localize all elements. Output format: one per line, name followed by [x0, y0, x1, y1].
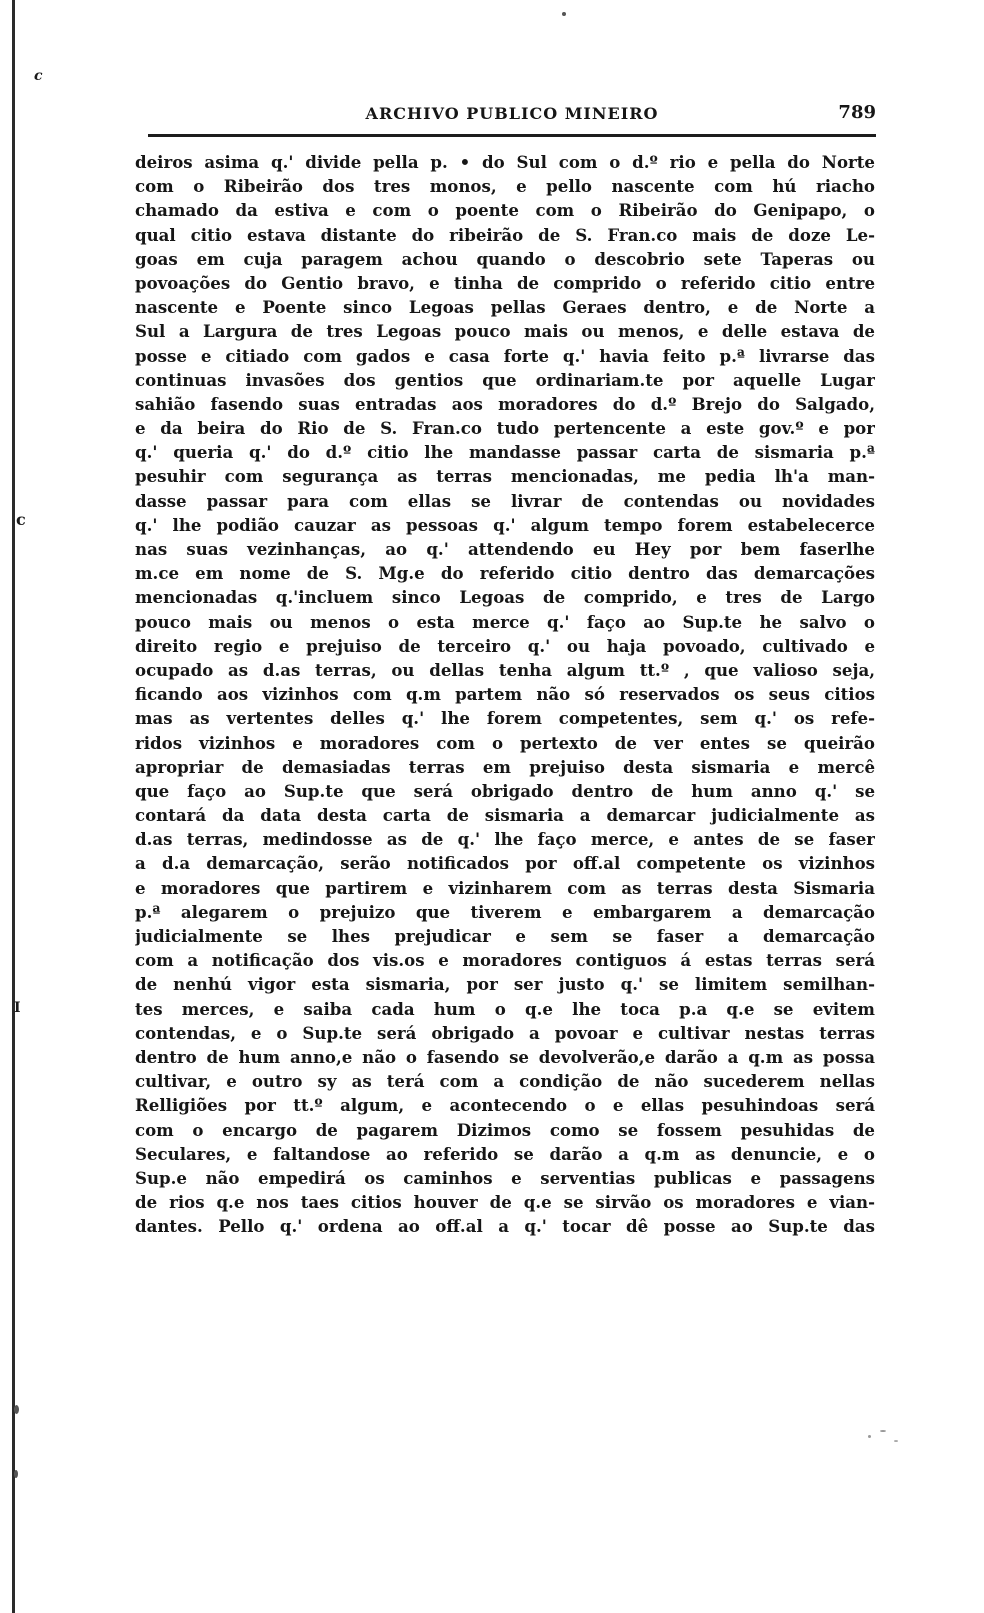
text-line: d.as terras, medindosse as de q.' lhe faço merce, e antes de se faser	[135, 829, 875, 850]
text-line: tes merces, e saiba cada hum o q.e lhe toca p.a q.e se evitem	[135, 998, 875, 1019]
text-line: continuas invasões dos gentios que ordinariam.te por aquelle Lugar	[135, 369, 875, 390]
running-header	[148, 104, 876, 134]
text-line: chamado da estiva e com o poente com o Ribeirão do Genipapo, o	[135, 200, 875, 221]
text-line: Sul a Largura de tres Legoas pouco mais ou menos, e delle estava de	[135, 321, 875, 342]
ink-speck	[14, 1470, 18, 1478]
margin-mark: c	[34, 68, 43, 84]
text-line: povoações do Gentio bravo, e tinha de comprido o referido citio entre	[135, 272, 875, 293]
text-line: q.' queria q.' do d.º citio lhe mandasse passar carta de sismaria p.ª	[135, 442, 875, 463]
text-line: contendas, e o Sup.te será obrigado a povoar e cultivar nestas terras	[135, 1022, 875, 1043]
text-line: goas em cuja paragem achou quando o descobrio sete Taperas ou	[135, 248, 875, 269]
ink-speck	[14, 1405, 19, 1414]
text-line: nascente e Poente sinco Legoas pellas Geraes dentro, e de Norte a	[135, 297, 875, 318]
text-line: com o encargo de pagarem Dizimos como se fossem pesuhidas de	[135, 1119, 875, 1140]
header-rule	[148, 134, 876, 137]
text-line: Seculares, e faltandose ao referido se darão a q.m as denuncie, e o	[135, 1143, 875, 1164]
ink-speck	[894, 1440, 898, 1442]
body-text	[135, 150, 875, 1238]
margin-mark: I	[14, 1000, 21, 1016]
text-line: direito regio e prejuiso de terceiro q.' ou haja povoado, cultivado e	[135, 635, 875, 656]
text-line: qual citio estava distante do ribeirão de S. Fran.co mais de doze Le-	[135, 224, 875, 245]
text-line: de nenhú vigor esta sismaria, por ser justo q.' se limitem semilhan-	[135, 974, 875, 995]
header-title: ARCHIVO PUBLICO MINEIRO	[365, 104, 659, 123]
text-line: com a notificação dos vis.os e moradores contiguos á estas terras será	[135, 950, 875, 971]
text-line: que faço ao Sup.te que será obrigado dentro de hum anno q.' se	[135, 780, 875, 801]
text-line: posse e citiado com gados e casa forte q.' havia feito p.ª livrarse das	[135, 345, 875, 366]
text-line: pouco mais ou menos o esta merce q.' faço ao Sup.te he salvo o	[135, 611, 875, 632]
text-line: com o Ribeirão dos tres monos, e pello nascente com hú riacho	[135, 176, 875, 197]
ink-speck	[868, 1435, 871, 1438]
text-line: judicialmente se lhes prejudicar e sem se faser a demarcação	[135, 926, 875, 946]
text-line: dantes. Pello q.' ordena ao off.al a q.' tocar dê posse ao Sup.te das	[135, 1216, 875, 1237]
text-line: cultivar, e outro sy as terá com a condição de não sucederem nellas	[135, 1071, 875, 1092]
text-line: de rios q.e nos taes citios houver de q.e se sirvão os moradores e vian-	[135, 1192, 875, 1213]
text-line: mencionadas q.'incluem sinco Legoas de comprido, e tres de Largo	[135, 587, 875, 608]
ink-speck	[880, 1430, 886, 1432]
text-line: m.ce em nome de S. Mg.e do referido citio dentro das demarcações	[135, 563, 875, 584]
text-line: a d.a demarcação, serão notificados por off.al competente os vizinhos	[135, 853, 875, 874]
text-line: Sup.e não empedirá os caminhos e serventias publicas e passagens	[135, 1167, 875, 1188]
text-line: e da beira do Rio de S. Fran.co tudo pertencente a este gov.º e por	[135, 418, 875, 439]
text-line: Relligiões por tt.º algum, e acontecendo o e ellas pesuhindoas será	[135, 1095, 875, 1116]
text-line: ridos vizinhos e moradores com o pertexto de ver entes se queirão	[135, 732, 875, 753]
text-line: e moradores que partirem e vizinharem com as terras desta Sismaria	[135, 877, 875, 898]
text-line: p.ª alegarem o prejuizo que tiverem e embargarem a demarcação	[135, 901, 875, 922]
text-line: sahião fasendo suas entradas aos moradores do d.º Brejo do Salgado,	[135, 393, 875, 414]
text-line: apropriar de demasiadas terras em prejuiso desta sismaria e mercê	[135, 756, 875, 777]
text-line: ocupado as d.as terras, ou dellas tenha algum tt.º , que valioso seja,	[135, 659, 875, 680]
scan-edge	[12, 0, 15, 1613]
text-line: dentro de hum anno,e não o fasendo se devolverão,e darão a q.m as possa	[135, 1046, 875, 1067]
text-line: pesuhir com segurança as terras mencionadas, me pedia lh'a man-	[135, 466, 875, 487]
text-line: dasse passar para com ellas se livrar de contendas ou novidades	[135, 490, 875, 511]
ink-speck	[562, 12, 566, 16]
text-line: ficando aos vizinhos com q.m partem não só reservados os seus citios	[135, 684, 875, 705]
page-number: 789	[838, 102, 876, 123]
text-line: nas suas vezinhanças, ao q.' attendendo eu Hey por bem faserlhe	[135, 539, 875, 559]
margin-mark: c	[16, 510, 26, 529]
text-line: deiros asima q.' divide pella p. • do Sul com o d.º rio e pella do Norte	[135, 152, 875, 172]
text-line: q.' lhe podião cauzar as pessoas q.' algum tempo forem estabelecerce	[135, 514, 875, 535]
text-line: mas as vertentes delles q.' lhe forem competentes, sem q.' os refe-	[135, 708, 875, 729]
text-line: contará da data desta carta de sismaria a demarcar judicialmente as	[135, 805, 875, 826]
